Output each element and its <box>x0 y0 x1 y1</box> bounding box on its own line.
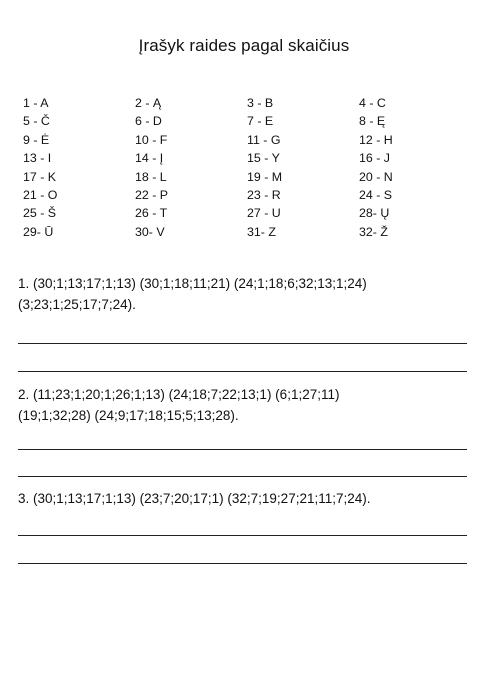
task-1-answer-line[interactable] <box>18 371 467 372</box>
legend-entry: 31- Z <box>247 224 276 239</box>
task-3-code-line: 3. (30;1;13;17;1;13) (23;7;20;17;1) (32;7;19;27;21;11;7;24). <box>18 491 371 506</box>
task-3-answer-line[interactable] <box>18 563 467 564</box>
legend-entry: 7 - E <box>247 114 274 129</box>
task-1-code-line: (3;23;1;25;17;7;24). <box>18 297 136 312</box>
legend-entry: 22 - P <box>135 187 169 202</box>
legend-entry: 14 - Į <box>135 151 164 166</box>
task-3-answer-line[interactable] <box>18 535 467 536</box>
task-1 <box>18 273 473 315</box>
legend-entry: 13 - I <box>23 151 52 166</box>
worksheet-title: Įrašyk raides pagal skaičius <box>138 36 350 55</box>
legend-entry: 26 - T <box>135 206 168 221</box>
legend-entry: 9 - Ė <box>23 132 50 147</box>
task-1-answer-line[interactable] <box>18 343 467 344</box>
legend-entry: 29- Ū <box>23 224 54 239</box>
legend-entry: 19 - M <box>247 169 283 184</box>
legend-entry: 12 - H <box>359 132 393 147</box>
task-1-code-line: 1. (30;1;13;17;1;13) (30;1;18;11;21) (24;1;18;6;32;13;1;24) <box>18 276 367 291</box>
legend-entry: 18 - L <box>135 169 167 184</box>
legend-entry: 28- Ų <box>359 206 390 221</box>
legend-entry: 32- Ž <box>359 224 388 239</box>
task-2-answer-line[interactable] <box>18 449 467 450</box>
letter-number-legend <box>23 94 463 241</box>
legend-entry: 20 - N <box>359 169 393 184</box>
legend-entry: 21 - O <box>23 187 58 202</box>
legend-entry: 2 - Ą <box>135 96 162 110</box>
task-2 <box>18 384 473 426</box>
legend-entry: 16 - J <box>359 151 390 166</box>
legend-entry: 24 - S <box>359 187 393 202</box>
task-2-code-line: 2. (11;23;1;20;1;26;1;13) (24;18;7;22;13;1) (6;1;27;11) <box>18 387 340 402</box>
task-2-code-line: (19;1;32;28) (24;9;17;18;15;5;13;28). <box>18 408 239 423</box>
legend-entry: 4 - C <box>359 96 386 110</box>
legend-entry: 10 - F <box>135 132 168 147</box>
legend-entry: 30- V <box>135 224 165 239</box>
legend-entry: 27 - U <box>247 206 281 221</box>
legend-entry: 5 - Č <box>23 114 50 129</box>
legend-entry: 15 - Y <box>247 151 280 166</box>
legend-entry: 8 - Ę <box>359 114 386 129</box>
legend-entry: 6 - D <box>135 114 162 129</box>
legend-entry: 1 - A <box>23 96 49 110</box>
task-2-answer-line[interactable] <box>18 476 467 477</box>
legend-entry: 3 - B <box>247 96 274 110</box>
legend-entry: 25 - Š <box>23 206 57 221</box>
legend-entry: 11 - G <box>247 132 281 147</box>
task-3 <box>18 488 473 509</box>
legend-entry: 23 - R <box>247 187 281 202</box>
legend-entry: 17 - K <box>23 169 57 184</box>
